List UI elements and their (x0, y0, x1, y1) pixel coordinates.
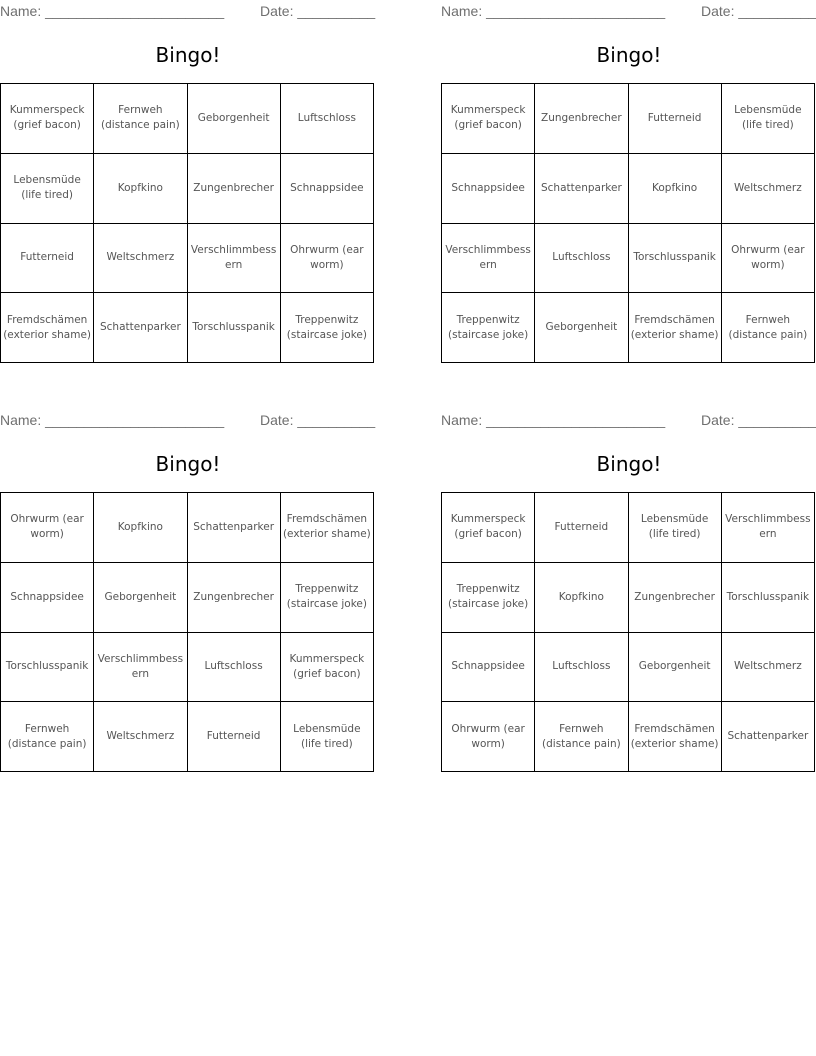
bingo-cell: Kummerspeck (grief bacon) (442, 493, 535, 563)
bingo-cell: Verschlimmbessern (94, 633, 187, 703)
bingo-grid (441, 83, 815, 363)
bingo-cell: Zungenbrecher (188, 154, 281, 224)
bingo-cell: Futterneid (1, 224, 94, 294)
bingo-cell: Luftschloss (535, 224, 628, 294)
date-field: Date: __________ (701, 3, 816, 19)
bingo-cell: Luftschloss (281, 84, 374, 154)
bingo-cell: Fernweh (distance pain) (1, 702, 94, 772)
bingo-cell: Zungenbrecher (629, 563, 722, 633)
bingo-cell: Weltschmerz (722, 633, 815, 703)
bingo-cell: Fremdschämen (exterior shame) (629, 702, 722, 772)
bingo-cell: Lebensmüde (life tired) (629, 493, 722, 563)
bingo-cell: Torschlusspanik (629, 224, 722, 294)
bingo-cell: Fremdschämen (exterior shame) (629, 293, 722, 363)
bingo-cell: Schattenparker (535, 154, 628, 224)
bingo-cell: Futterneid (188, 702, 281, 772)
bingo-cell: Weltschmerz (94, 702, 187, 772)
bingo-cell: Ohrwurm (ear worm) (722, 224, 815, 294)
bingo-card-2 (441, 0, 816, 341)
bingo-cell: Kopfkino (94, 154, 187, 224)
bingo-cell: Weltschmerz (722, 154, 815, 224)
bingo-cell: Torschlusspanik (1, 633, 94, 703)
bingo-cell: Kummerspeck (grief bacon) (442, 84, 535, 154)
bingo-cell: Geborgenheit (535, 293, 628, 363)
bingo-cell: Geborgenheit (629, 633, 722, 703)
bingo-cell: Ohrwurm (ear worm) (281, 224, 374, 294)
bingo-cell: Weltschmerz (94, 224, 187, 294)
bingo-cell: Luftschloss (188, 633, 281, 703)
bingo-cell: Kummerspeck (grief bacon) (1, 84, 94, 154)
bingo-cell: Kopfkino (94, 493, 187, 563)
date-field: Date: __________ (260, 3, 376, 19)
name-field: Name: _______________________ (441, 412, 666, 428)
bingo-cell: Fernweh (distance pain) (94, 84, 187, 154)
bingo-card-3 (0, 409, 376, 750)
bingo-cell: Luftschloss (535, 633, 628, 703)
card-title: Bingo! (596, 43, 662, 67)
bingo-cell: Geborgenheit (94, 563, 187, 633)
bingo-cell: Treppenwitz (staircase joke) (281, 293, 374, 363)
bingo-grid (0, 492, 374, 772)
bingo-cell: Schnappsidee (1, 563, 94, 633)
bingo-cell: Fremdschämen (exterior shame) (1, 293, 94, 363)
bingo-cell: Schnappsidee (281, 154, 374, 224)
name-field: Name: _______________________ (441, 3, 666, 19)
bingo-cell: Verschlimmbessern (722, 493, 815, 563)
bingo-card-1 (0, 0, 376, 341)
bingo-cell: Verschlimmbessern (188, 224, 281, 294)
bingo-cell: Lebensmüde (life tired) (722, 84, 815, 154)
bingo-cell: Fremdschämen (exterior shame) (281, 493, 374, 563)
bingo-cell: Fernweh (distance pain) (722, 293, 815, 363)
bingo-cell: Ohrwurm (ear worm) (1, 493, 94, 563)
bingo-cell: Fernweh (distance pain) (535, 702, 628, 772)
date-field: Date: __________ (260, 412, 376, 428)
bingo-cell: Schattenparker (94, 293, 187, 363)
bingo-cell: Verschlimmbessern (442, 224, 535, 294)
bingo-card-4 (441, 409, 816, 750)
bingo-cell: Futterneid (629, 84, 722, 154)
card-title: Bingo! (596, 452, 662, 476)
bingo-cell: Ohrwurm (ear worm) (442, 702, 535, 772)
name-field: Name: _______________________ (0, 3, 225, 19)
bingo-cell: Lebensmüde (life tired) (1, 154, 94, 224)
bingo-cell: Kopfkino (629, 154, 722, 224)
card-title: Bingo! (155, 452, 221, 476)
bingo-cell: Schnappsidee (442, 154, 535, 224)
bingo-cell: Schattenparker (722, 702, 815, 772)
bingo-grid (441, 492, 815, 772)
bingo-cell: Zungenbrecher (535, 84, 628, 154)
date-field: Date: __________ (701, 412, 816, 428)
bingo-cell: Futterneid (535, 493, 628, 563)
bingo-cell: Treppenwitz (staircase joke) (442, 563, 535, 633)
bingo-cell: Treppenwitz (staircase joke) (442, 293, 535, 363)
bingo-cell: Geborgenheit (188, 84, 281, 154)
bingo-cell: Lebensmüde (life tired) (281, 702, 374, 772)
bingo-cell: Zungenbrecher (188, 563, 281, 633)
bingo-cell: Treppenwitz (staircase joke) (281, 563, 374, 633)
bingo-cell: Torschlusspanik (188, 293, 281, 363)
bingo-cell: Schattenparker (188, 493, 281, 563)
bingo-cell: Torschlusspanik (722, 563, 815, 633)
card-title: Bingo! (155, 43, 221, 67)
name-field: Name: _______________________ (0, 412, 225, 428)
bingo-grid (0, 83, 374, 363)
bingo-cell: Kopfkino (535, 563, 628, 633)
bingo-cell: Schnappsidee (442, 633, 535, 703)
bingo-cell: Kummerspeck (grief bacon) (281, 633, 374, 703)
